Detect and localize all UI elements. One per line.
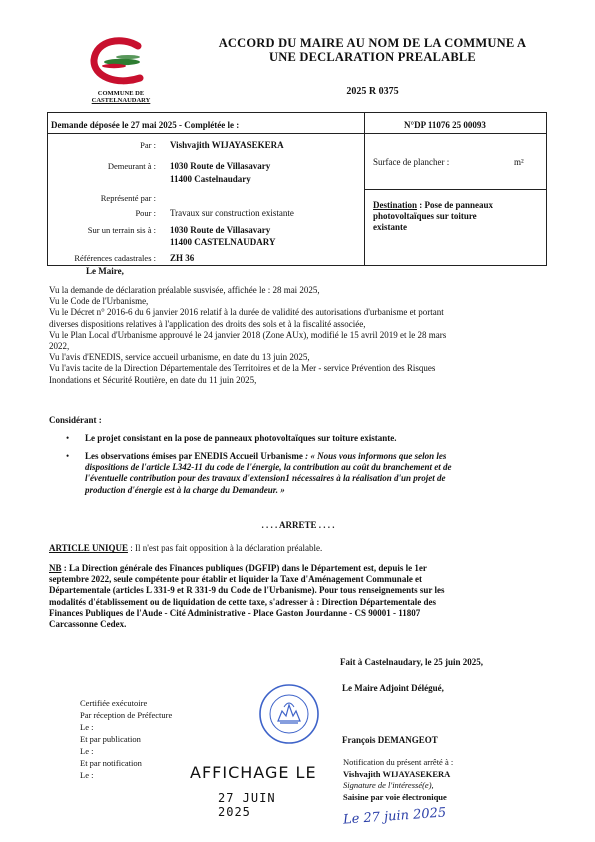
applicant-name: Vishvajith WIJAYASEKERA	[170, 140, 284, 150]
terrain-line-1: 1030 Route de Villasavary	[170, 225, 271, 235]
castelnaudary-logo-icon	[78, 36, 164, 92]
official-stamp	[258, 683, 320, 745]
consideration-1: Le projet consistant en la pose de panneaux photovoltaïques sur toiture existante.	[85, 433, 397, 443]
saisine-label: Saisine par voie électronique	[343, 791, 447, 802]
maire-adjoint: Le Maire Adjoint Délégué,	[342, 683, 444, 693]
terrain-line-2: 11400 CASTELNAUDARY	[170, 237, 276, 247]
nb-line: Finances Publiques de l'Aude - Cité Administrative - Place Gaston Jourdanne - CS 90001 - 11807	[49, 607, 421, 618]
nb-line: modalités d'établissement ou de liquidation de cette taxe, s'adresser à : Direction Départementale des	[49, 596, 436, 607]
destination-text: : Pose de panneaux	[417, 200, 494, 210]
commune-name	[78, 90, 164, 104]
enedis-quote: : « Nous vous informons que selon les	[302, 451, 447, 461]
affichage-stamp: AFFICHAGE LE	[190, 763, 317, 782]
notification-block	[343, 757, 453, 803]
nb-line: Carcassonne Cedex.	[49, 619, 127, 630]
le-maire: Le Maire,	[86, 266, 124, 276]
visa-line: diverses dispositions relatives à l'application des droits des sols et à la fiscalité associée,	[49, 318, 366, 329]
file-number: N°DP 11076 25 00093	[404, 120, 486, 130]
publication-label: Et par publication	[80, 734, 141, 744]
visa-line: Vu l'avis d'ENEDIS, service accueil urbanisme, en date du 13 juin 2025,	[49, 352, 310, 363]
notified-name: Vishvajith WIJAYASEKERA	[343, 768, 451, 779]
page-title	[200, 36, 545, 64]
bullet: •	[66, 433, 70, 443]
destination-text: existante	[373, 222, 407, 232]
certification-block	[80, 697, 172, 781]
handwritten-date: Le 27 juin 2025	[342, 805, 447, 828]
visas	[49, 285, 547, 386]
address-line-2: 11400 Castelnaudary	[170, 174, 251, 184]
date-label: Le :	[80, 722, 94, 732]
visa-line: Vu la demande de déclaration préalable susvisée, affichée le : 28 mai 2025,	[49, 285, 320, 295]
divider	[364, 189, 546, 190]
address-line-1: 1030 Route de Villasavary	[170, 161, 271, 171]
commune-label: COMMUNE DE	[97, 90, 145, 97]
references-value: ZH 36	[170, 253, 195, 263]
fait-a: Fait à Castelnaudary, le 25 juin 2025,	[340, 657, 484, 667]
visa-line: Inondations et Sécurité Routière, en date du 11 juin 2025,	[49, 374, 257, 385]
nb-line: Départementale (articles L 331-9 et R 331-9 du Code de l'Urbanisme). Pour tous renseignements sur les	[49, 585, 445, 596]
document-number: 2025 R 0375	[346, 86, 399, 97]
represente-label: Représenté par :	[100, 193, 156, 203]
signature-label: Signature de l'intéressé(e),	[343, 780, 434, 790]
destination	[373, 200, 543, 233]
notification-label: Et par notification	[80, 758, 142, 768]
considerant-heading: Considérant :	[49, 415, 102, 425]
article-label: ARTICLE UNIQUE	[49, 543, 128, 553]
pour-value: Travaux sur construction existante	[170, 208, 294, 218]
divider	[47, 133, 547, 134]
visa-line: Vu l'avis tacite de la Direction Départementale des Territoires et de la Mer - service Prévention des Risques	[49, 363, 436, 374]
arrete-heading: . . . . ARRETE . . . .	[261, 520, 335, 530]
nb-paragraph	[49, 563, 547, 630]
notification-text: Notification du présent arrêté à :	[343, 757, 454, 767]
certifiee-label: Certifiée exécutoire	[80, 698, 148, 708]
surface-label: Surface de plancher :	[373, 157, 450, 167]
article-text: : Il n'est pas fait opposition à la déclaration préalable.	[127, 543, 323, 553]
par-label: Par :	[140, 140, 156, 150]
title-line-2: UNE DECLARATION PREALABLE	[269, 50, 476, 64]
title-line-1: ACCORD DU MAIRE AU NOM DE LA COMMUNE A	[218, 36, 527, 50]
deposit-date: Demande déposée le 27 mai 2025 - Complétée le :	[51, 120, 240, 130]
consideration-2	[85, 451, 547, 496]
signatory-name: François DEMANGEOT	[342, 735, 438, 745]
references-label: Références cadastrales :	[74, 253, 156, 263]
pour-label: Pour :	[135, 208, 156, 218]
enedis-quote: l'éventuelle contribution pour des travaux d'extension1 nécessaires à la réalisation d'un projet de	[85, 473, 446, 484]
city-label: CASTELNAUDARY	[91, 97, 151, 104]
date-label: Le :	[80, 770, 94, 780]
enedis-quote: dispositions de l'article L342-11 du code de l'énergie, la contribution au coût du branchement et de	[85, 462, 452, 473]
article-unique	[49, 543, 322, 553]
date-label: Le :	[80, 746, 94, 756]
city-seal-icon	[258, 683, 320, 745]
enedis-label: Les observations émises par ENEDIS Accueil Urbanisme	[85, 451, 303, 461]
destination-text: photovoltaïques sur toiture	[373, 211, 477, 221]
surface-unit: m²	[514, 157, 524, 167]
visa-line: 2022,	[49, 341, 70, 352]
nb-line: : La Direction générale des Finances publiques (DGFIP) dans le Département est, depuis le 1er	[61, 563, 427, 573]
nb-label: NB	[49, 563, 62, 573]
nb-line: septembre 2022, seule compétente pour établir et liquider la Taxe d'Aménagement Communale et	[49, 574, 423, 585]
enedis-quote: production d'énergie est à la charge du Demandeur. »	[85, 484, 285, 495]
destination-label: Destination	[373, 200, 418, 210]
demeurant-label: Demeurant à :	[107, 161, 156, 171]
visa-line: Vu le Plan Local d'Urbanisme approuvé le 24 janvier 2018 (Zone AUx), modifié le 15 avril 2019 et le 28 mars	[49, 329, 447, 340]
reception-label: Par réception de Préfecture	[80, 710, 173, 720]
bullet: •	[66, 451, 70, 461]
visa-line: Vu le Décret n° 2016-6 du 6 janvier 2016 relatif à la durée de validité des autorisations d'urbanisme et portant	[49, 307, 444, 318]
visa-line: Vu le Code de l'Urbanisme,	[49, 296, 149, 307]
terrain-label: Sur un terrain sis à :	[87, 225, 156, 235]
affichage-date: 27 JUIN 2025	[218, 791, 276, 819]
